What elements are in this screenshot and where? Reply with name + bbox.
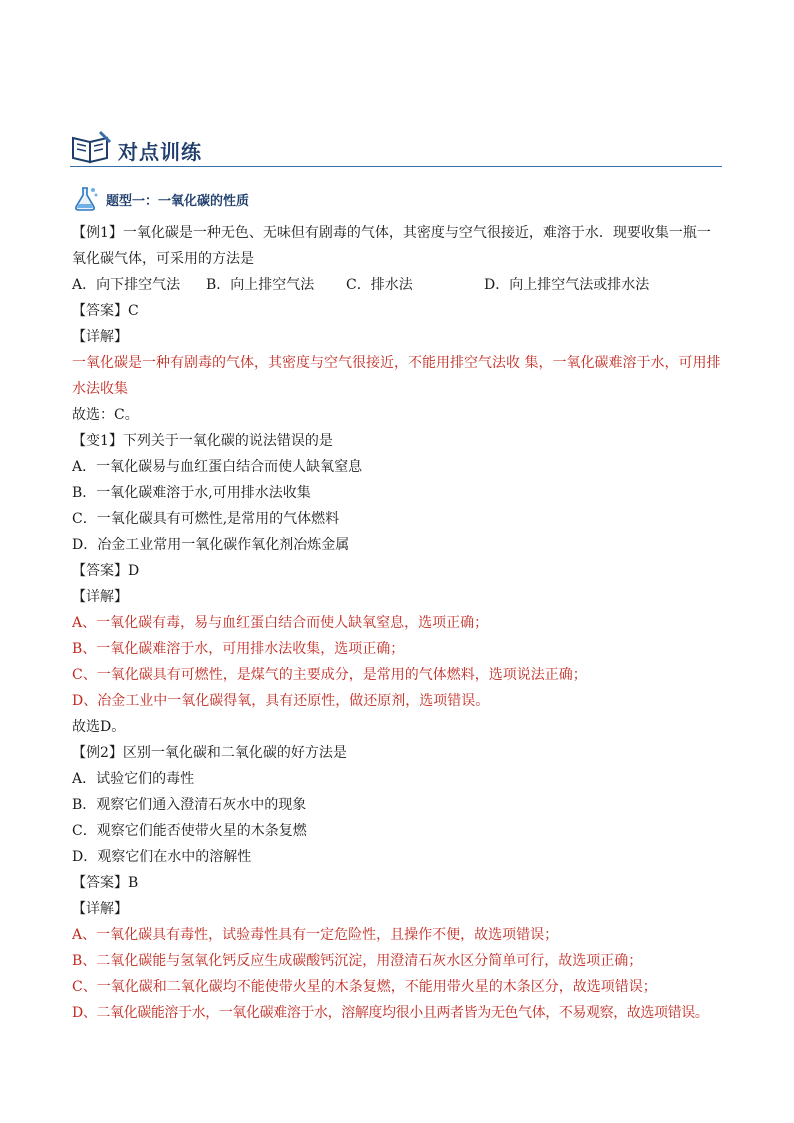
explanation-3-c: C、一氧化碳和二氧化碳均不能使带火星的木条复燃，不能用带火星的木条区分，故选项错误；	[72, 979, 657, 995]
book-icon	[70, 130, 112, 164]
question-1-options	[72, 272, 724, 298]
topic-title: 题型一：一氧化碳的性质	[106, 194, 250, 209]
detail-label-1: 【详解】	[72, 329, 128, 345]
question-3-tag: 【例2】	[72, 745, 123, 761]
option-b: B．观察它们通入澄清石灰水中的现象	[72, 797, 307, 813]
explanation-2-a: A、一氧化碳有毒，易与血红蛋白结合而使人缺氧窒息，选项正确；	[72, 615, 489, 631]
explanation-3-a: A、一氧化碳具有毒性，试验毒性具有一定危险性，且操作不便，故选项错误；	[72, 927, 559, 943]
question-2-tag: 【变1】	[72, 433, 123, 449]
answer-3: 【答案】B	[72, 875, 139, 891]
question-2	[72, 428, 724, 454]
option-b: B．一氧化碳难溶于水,可用排水法收集	[72, 485, 311, 501]
option-a: A．向下排空气法	[72, 277, 181, 293]
question-3-stem: 区别一氧化碳和二氧化碳的好方法是	[122, 745, 347, 761]
answer-1: 【答案】C	[72, 303, 139, 319]
option-d: D．观察它们在水中的溶解性	[72, 849, 252, 865]
explanation-3-d: D、二氧化碳能溶于水，一氧化碳难溶于水，溶解度均很小且两者皆为无色气体，不易观察，故选项错误。	[72, 1005, 709, 1021]
option-a: A．试验它们的毒性	[72, 771, 195, 787]
explanation-1: 一氧化碳是一种有剧毒的气体，其密度与空气很接近，不能用排空气法收 集，一氧化碳难溶于水，可用排水法收集	[72, 355, 721, 397]
topic-heading	[72, 184, 472, 212]
flask-icon	[72, 184, 100, 212]
option-d: D．冶金工业常用一氧化碳作氧化剂冶炼金属	[72, 537, 350, 553]
explanation-2-d: D、冶金工业中一氧化碳得氧，具有还原性，做还原剂，选项错误。	[72, 693, 490, 709]
question-1-tag: 【例1】	[72, 225, 123, 241]
option-c: C．排水法	[346, 277, 413, 293]
option-b: B．向上排空气法	[206, 277, 315, 293]
answer-2: 【答案】D	[72, 563, 140, 579]
explanation-2-b: B、一氧化碳难溶于水，可用排水法收集，选项正确；	[72, 641, 405, 657]
option-c: C．一氧化碳具有可燃性,是常用的气体燃料	[72, 511, 340, 527]
conclusion-2: 故选D。	[72, 719, 126, 735]
question-3	[72, 740, 724, 766]
conclusion-1: 故选：C。	[72, 407, 139, 423]
explanation-2-c: C、一氧化碳具有可燃性，是煤气的主要成分，是常用的气体燃料，选项说法正确；	[72, 667, 587, 683]
detail-label-2: 【详解】	[72, 589, 128, 605]
section-title: 对点训练	[118, 140, 202, 164]
question-2-stem: 下列关于一氧化碳的说法错误的是	[122, 433, 333, 449]
section-header	[70, 128, 722, 167]
option-c: C．观察它们能否使带火星的木条复燃	[72, 823, 307, 839]
option-a: A．一氧化碳易与血红蛋白结合而使人缺氧窒息	[72, 459, 363, 475]
content	[72, 220, 724, 1026]
option-d: D．向上排空气法或排水法	[484, 277, 650, 293]
question-1	[72, 220, 724, 272]
question-1-stem: 一氧化碳是一种无色、无味但有剧毒的气体，其密度与空气很接近，难溶于水．现要收集一瓶一氧化碳气体，可采用的方法是	[72, 225, 711, 267]
detail-label-3: 【详解】	[72, 901, 128, 917]
explanation-3-b: B、二氧化碳能与氢氧化钙反应生成碳酸钙沉淀，用澄清石灰水区分简单可行，故选项正确；	[72, 953, 643, 969]
